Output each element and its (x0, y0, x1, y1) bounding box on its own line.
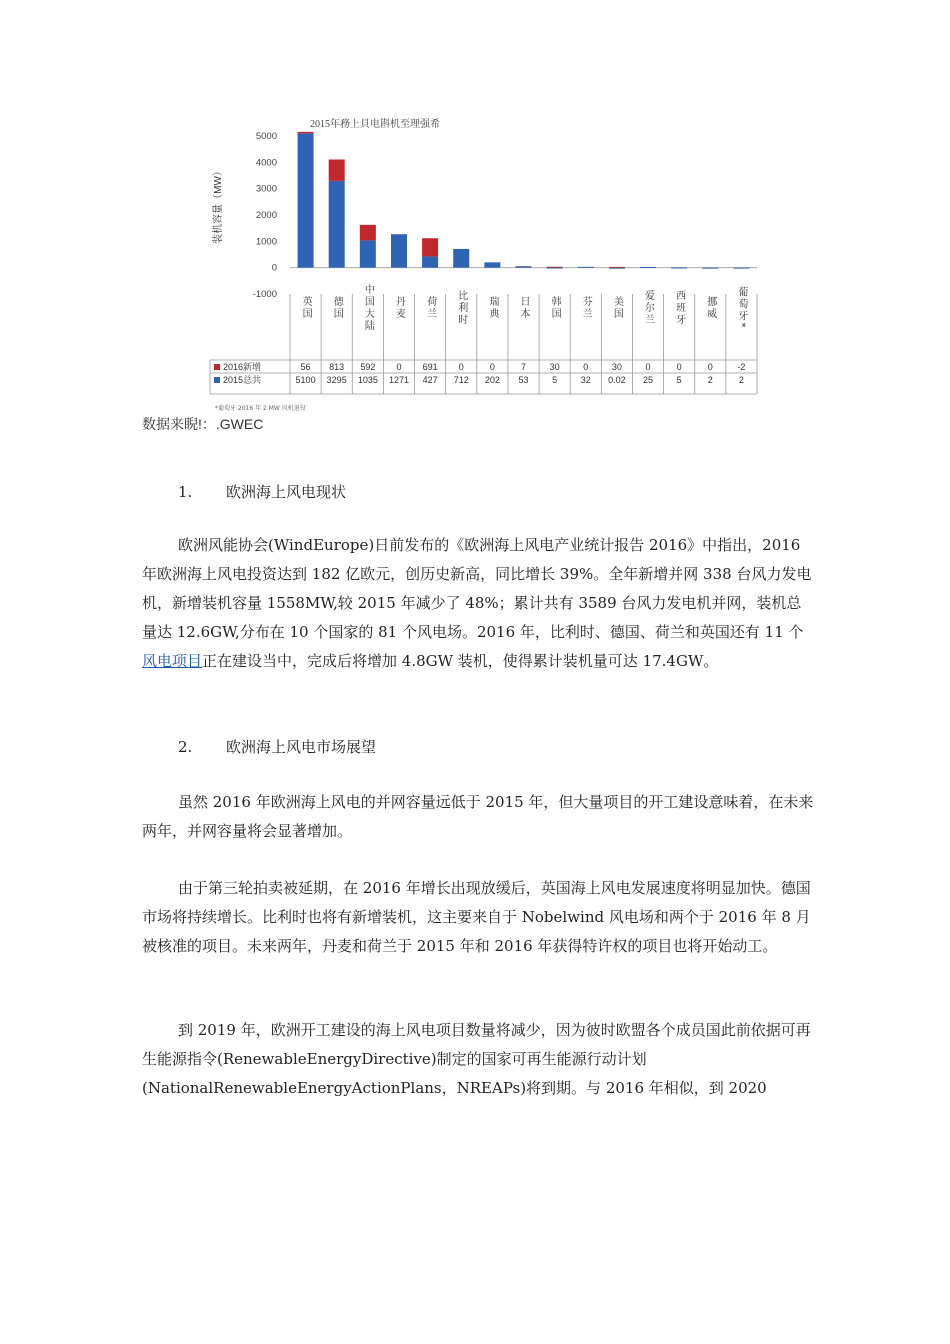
category-label: 丹麦 (393, 296, 405, 320)
bar-2016-new (298, 132, 314, 133)
table-cell: 1035 (357, 375, 378, 385)
category-label: 荷兰 (424, 296, 436, 320)
category-label: 比利时 (455, 290, 467, 326)
legend-2015-total-label: 2015总共 (223, 375, 262, 385)
table-cell: 0 (396, 362, 402, 372)
category-label: 韩国 (549, 296, 561, 320)
bar-2015-total (298, 133, 314, 267)
data-source: 数据来睨!：.GWEC (142, 416, 264, 432)
table-cell: 5 (676, 375, 682, 385)
bar-2015-total (422, 256, 438, 267)
paragraph-1-text-a: 欧洲风能协会(WindEurope)日前发布的《欧洲海上风电产业统计报告 2016》中指出，2016 年欧洲海上风电投资达到 182 亿欧元，创历史新高，同比增长 39%。全年新增并网 338 台风力发电机，新增装机容量 1558MW,较 2015 年减少了 48%；累计共有 3589 台风力发电机并网，装机总量达 12.6GW,分布在 10 个国家的 81 个风电场。2016 年，比利时、德国、荷兰和英国还有 11 个 (142, 536, 812, 641)
paragraph-4: 到 2019 年，欧洲开工建设的海上风电项目数量将减少，因为彼时欧盟各个成员国此前依据可再生能源指令(RenewableEnergyDirective)制定的国家可再生能源行动计划(NationalRenewableEnergyActionPlans，NREAPs)将到期。与 2016 年相似，到 2020 (142, 1021, 811, 1097)
table-cell: 2 (707, 375, 713, 385)
y-tick-label: 1000 (255, 236, 277, 248)
bar-chart (205, 108, 765, 420)
bar-2015-total (671, 268, 687, 269)
section-1-number: 1. (178, 483, 193, 501)
table-cell: 25 (643, 375, 654, 385)
paragraph-1-text-b: 正在建设当中，完成后将增加 4.8GW 装机，使得累计装机量可达 17.4GW。 (202, 652, 719, 670)
table-cell: 32 (580, 375, 591, 385)
bar-2015-total (547, 268, 563, 269)
table-cell: 30 (611, 362, 622, 372)
table-cell: 592 (360, 362, 376, 372)
category-label: 美国 (611, 296, 623, 320)
section-2-number: 2. (178, 738, 193, 756)
legend-2016-new-label: 2016新增 (223, 362, 262, 372)
y-tick-label: 3000 (255, 183, 277, 195)
bar-2016-new (422, 238, 438, 256)
bar-2015-total (640, 267, 656, 268)
table-cell: 0 (707, 362, 713, 372)
bar-2016-new (547, 267, 563, 268)
table-cell: 0 (489, 362, 495, 372)
legend-2016-new-swatch (214, 364, 220, 370)
y-axis-label: 装机容量（MW） (213, 166, 224, 244)
bar-2015-total (609, 268, 625, 269)
legend-2015-total-swatch (214, 377, 220, 383)
paragraph-3: 由于第三轮拍卖被延期，在 2016 年增长出现放缓后，英国海上风电发展速度将明显加快。德国市场将持续增长。比利时也将有新增装机，这主要来自于 Nobelwind 风电场和两个于 2016 年 8 月被核准的项目。未来两年，丹麦和荷兰于 2015 年和 2016 年获得特许权的项目也将开始动工。 (142, 879, 811, 955)
category-label: 爱尔兰 (642, 290, 654, 326)
category-label: 德国 (331, 296, 343, 320)
category-label: 日本 (518, 296, 529, 320)
bar-2015-total (733, 268, 749, 269)
paragraph-1 (142, 531, 814, 676)
category-label: 瑞典 (486, 296, 498, 320)
table-cell: 5100 (295, 375, 316, 385)
table-cell: 2 (738, 375, 744, 385)
section-1-heading (178, 481, 346, 502)
table-cell: 7 (520, 362, 527, 372)
y-tick-label: 5000 (255, 131, 277, 142)
category-label: 西班牙 (673, 290, 685, 326)
table-cell: 0 (645, 362, 651, 372)
table-cell: -2 (737, 362, 746, 372)
category-label: 中国大陆 (362, 284, 374, 332)
y-tick-label: 2000 (255, 210, 277, 221)
table-cell: 0 (583, 362, 589, 372)
bar-2015-total (329, 181, 345, 268)
wind-project-link[interactable]: 风电项目 (142, 652, 203, 670)
bar-2015-total (391, 234, 407, 267)
category-label: 挪威 (704, 296, 716, 320)
table-cell: 712 (453, 375, 469, 385)
table-cell: 0.02 (608, 375, 626, 385)
bar-2015-total (578, 267, 594, 268)
table-cell: 202 (484, 375, 500, 385)
paragraph-2: 虽然 2016 年欧洲海上风电的并网容量远低于 2015 年，但大量项目的开工建设意味着，在未来两年，并网容量将会显著增加。 (142, 793, 814, 840)
section-2-title: 欧洲海上风电市场展望 (226, 738, 377, 756)
y-tick-label: -1000 (252, 289, 277, 300)
category-label: 英国 (300, 296, 312, 320)
table-cell: 427 (422, 375, 438, 385)
table-cell: 30 (549, 362, 560, 372)
bar-2015-total (453, 249, 469, 268)
chart-footnote: *葡萄牙 2016 年 2 MW 风机退役 (215, 405, 306, 412)
table-cell: 5 (552, 375, 558, 385)
table-cell: 56 (300, 362, 311, 372)
bar-2015-total (360, 240, 376, 267)
table-cell: 53 (518, 375, 529, 385)
table-cell: 813 (329, 362, 345, 372)
table-cell: 0 (676, 362, 682, 372)
bar-2016-new (329, 159, 345, 180)
table-cell: 0 (458, 362, 464, 372)
y-tick-label: 0 (271, 262, 277, 274)
bar-2015-total (516, 266, 532, 267)
section-2-heading (178, 736, 376, 757)
bar-2015-total (484, 262, 500, 267)
bar-2015-total (702, 268, 718, 269)
y-tick-label: 4000 (255, 157, 277, 169)
category-label: 葡萄牙* (735, 286, 747, 330)
table-cell: 691 (422, 362, 438, 372)
category-label: 芬兰 (580, 296, 592, 320)
chart-title: 2015年務上貝电斟机至理强希 (310, 119, 440, 130)
bar-2016-new (360, 225, 376, 241)
table-cell: 3295 (326, 375, 347, 385)
table-cell: 1271 (388, 375, 409, 385)
section-1-title: 欧洲海上风电现状 (226, 483, 347, 501)
bar-2016-new (609, 267, 625, 268)
